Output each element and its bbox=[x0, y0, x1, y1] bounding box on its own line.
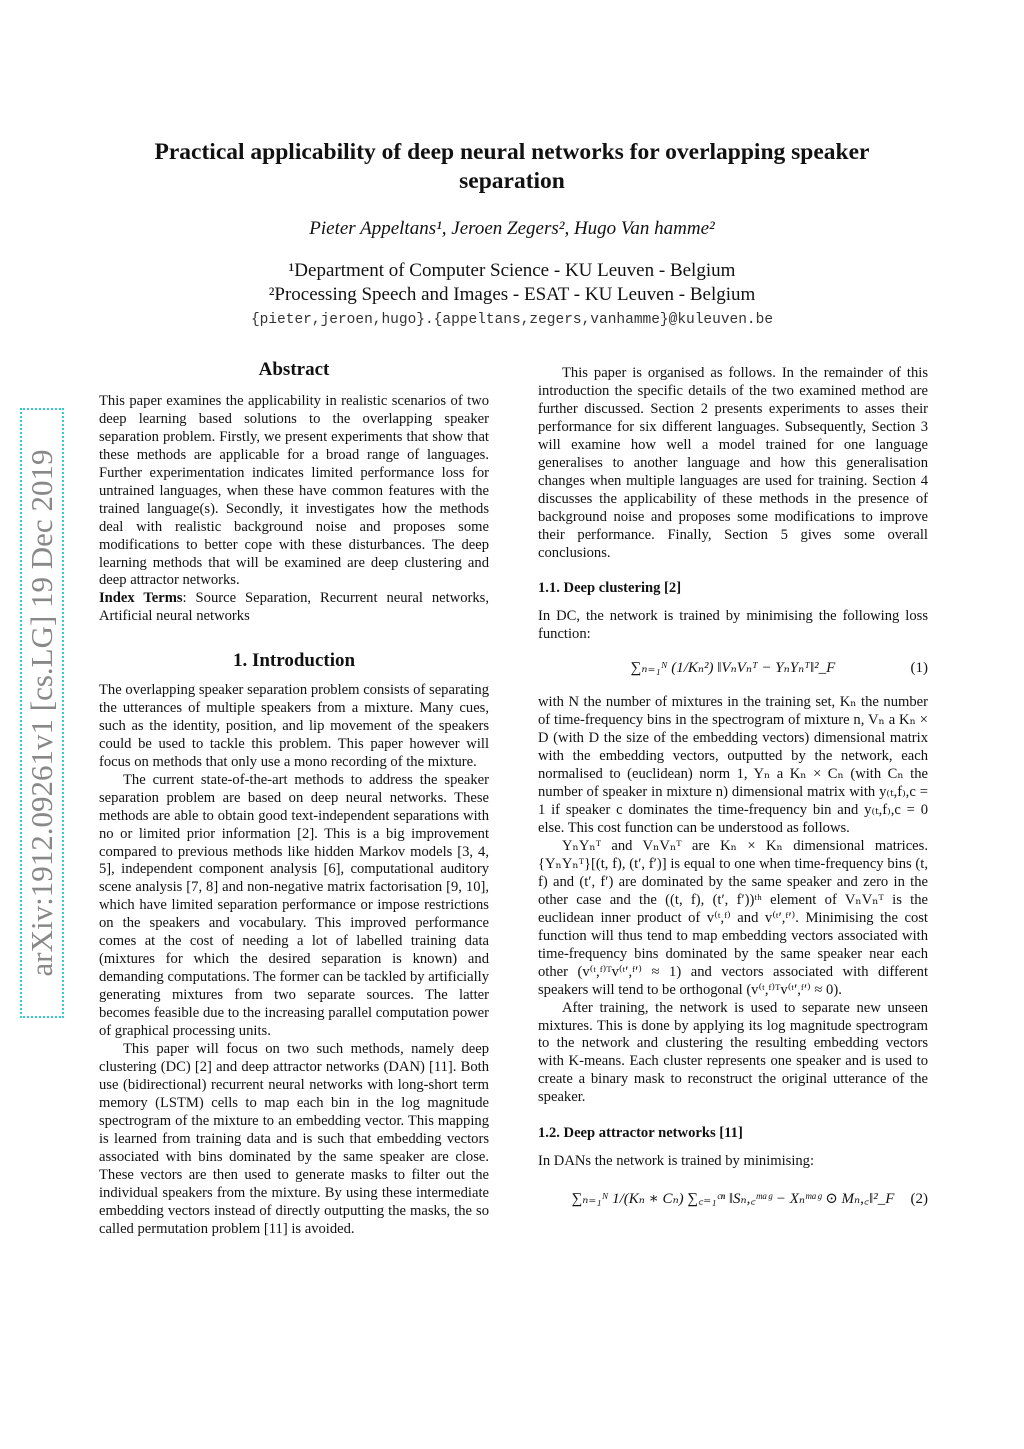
equation-2-number: (2) bbox=[910, 1191, 928, 1208]
author-emails: {pieter,jeroen,hugo}.{appeltans,zegers,vanhamme}@kuleuven.be bbox=[250, 312, 774, 328]
introduction-heading: 1. Introduction bbox=[232, 650, 356, 671]
dc-paragraph: with N the number of mixtures in the training set, Kₙ the number of time-frequency bins in the spectrogram of mixture n, Vₙ a Kₙ × D (with D the size of the embedding vectors) dimensional matrix with the embedding vectors, outputted by the network, each normalised to (euclidean) norm 1, Yₙ a Kₙ × Cₙ (with Cₙ the number of speaker in mixture n) dimensional matrix with y₍ₜ,f₎,c = 1 if speaker c dominates the time-frequency bin and y₍ₜ,f₎,c = 0 else. This cost function can be understood as follows. bbox=[538, 694, 928, 837]
index-terms bbox=[99, 590, 489, 626]
intro-paragraph: The overlapping speaker separation problem consists of separating the utterances of multiple speakers from a mixture. Many cues, such as the identity, position, and lip movement of the speakers could be used to tackle this problem. This paper however will focus on methods that only use a mono recording of the mixture. bbox=[99, 681, 489, 770]
authors: Pieter Appeltans¹, Jeroen Zegers², Hugo Van hamme² bbox=[309, 218, 715, 239]
abstract-heading: Abstract bbox=[258, 359, 330, 380]
dan-intro: In DANs the network is trained by minimising: bbox=[538, 1153, 815, 1170]
dc-paragraph: After training, the network is used to separate new unseen mixtures. This is done by applying its log magnitude spectrogram to the network and clustering the resulting embedding vectors with K-means. Each cluster represents one speaker and is used to create a binary mask to reconstruct the original utterance of the speaker. bbox=[538, 999, 928, 1106]
deep-attractor-heading: 1.2. Deep attractor networks [11] bbox=[538, 1125, 743, 1142]
arxiv-identifier-sidebar[interactable] bbox=[20, 408, 64, 1018]
equation-1-number: (1) bbox=[910, 660, 928, 677]
index-terms-label: Index Terms bbox=[99, 590, 183, 607]
affiliation-1: ¹Department of Computer Science - KU Leuven - Belgium bbox=[288, 260, 736, 281]
organisation-paragraph: This paper is organised as follows. In the remainder of this introduction the specific details of the two examined method are further discussed. Section 2 presents experiments to asses their performance for six different languages. Subsequently, Section 3 will examine how well a model trained for one language generalises to another language and how this generalisation changes when multiple languages are used for training. Section 4 discusses the applicability of these methods in the presence of background noise and proposes some modifications to improve their performance. Finally, Section 5 gives some overall conclusions. bbox=[538, 365, 928, 561]
affiliation-2: ²Processing Speech and Images - ESAT - KU Leuven - Belgium bbox=[268, 284, 756, 305]
equation-1-body: ∑ₙ₌₁ᴺ (1/Kₙ²) ‖VₙVₙᵀ − YₙYₙᵀ‖²_F bbox=[630, 660, 836, 677]
intro-paragraph: This paper will focus on two such methods, namely deep clustering (DC) [2] and deep attractor networks (DAN) [11]. Both use (bidirectional) recurrent neural networks with long-short term memory (LSTM) cells to map each bin in the log magnitude spectrogram of the mixture to an embedding vector. This mapping is learned from training data and is such that embedding vectors associated with bins dominated by the same speaker are close. These vectors are then used to generate masks to filter out the individual speakers from the mixture. By using these intermediate embedding vectors instead of directly outputting the masks, the so called permutation problem [11] is avoided. bbox=[99, 1041, 489, 1237]
deep-clustering-heading: 1.1. Deep clustering [2] bbox=[538, 580, 682, 597]
introduction-section bbox=[99, 652, 489, 1239]
dc-paragraph: YₙYₙᵀ and VₙVₙᵀ are Kₙ × Kₙ dimensional matrices. {YₙYₙᵀ}[(t, f), (t′, f′)] is equal to one when time-frequency bins (t, f) and (t′, f′) are dominated by the same speaker and zero in the other case and the ((t, f), (t′, f′))ᵗʰ element of VₙVₙᵀ is the euclidean inner product of v⁽ᵗ,ᶠ⁾ and v⁽ᵗ′,ᶠ′⁾. Minimising the cost function will thus tend to map embedding vectors associated with time-frequency bins dominated by the same speaker near each other (v⁽ᵗ,ᶠ⁾ᵀv⁽ᵗ′,ᶠ′⁾ ≈ 1) and vectors associated with different speakers will tend to be orthogonal (v⁽ᵗ,ᶠ⁾ᵀv⁽ᵗ′,ᶠ′⁾ ≈ 0). bbox=[538, 837, 928, 998]
index-terms-text: : Source Separation, Recurrent neural networks, Artificial neural networks bbox=[99, 590, 489, 625]
right-column bbox=[538, 365, 928, 1229]
paper-title: Practical applicability of deep neural networks for overlapping speaker separation bbox=[154, 139, 870, 194]
arxiv-id: arXiv:1912.09261v1 [cs.LG] 19 Dec 2019 bbox=[24, 449, 59, 977]
abstract-section bbox=[99, 361, 489, 626]
abstract-text: This paper examines the applicability in realistic scenarios of two deep learning based solutions to the overlapping speaker separation problem. Firstly, we present experiments that show that these methods are applicable for a broad range of languages. Further experimentation indicates limited performance loss for untrained languages, when these have common features with the trained language(s). Secondly, it investigates how the methods deal with realistic background noise and proposes some modifications to better cope with these disturbances. The deep learning methods that will be examined are deep clustering and deep attractor networks. bbox=[99, 392, 489, 589]
intro-paragraph: The current state-of-the-art methods to address the speaker separation problem are based on deep neural networks. These methods are able to obtain good text-independent separations with no or limited prior information [2]. This is a big improvement compared to previous methods like hidden Markov models [3, 4, 5], independent component analysis [6], computational auditory scene analysis [7, 8] and non-negative matrix factorisation [9, 10], which have limited separation performance or impose restrictions on the speakers and vocabulary. This improved performance comes at the cost of needing a lot of labelled training data (mixtures for which the desired separation is known) and demanding computations. The former can be tackled by artificially generating mixtures from two separate sources. The latter becomes feasible due to the increasing parallel computation power of graphical processing units. bbox=[99, 771, 489, 1040]
dc-intro: In DC, the network is trained by minimising the following loss function: bbox=[538, 608, 928, 643]
equation-1 bbox=[538, 644, 928, 694]
equation-2 bbox=[538, 1171, 928, 1229]
equation-2-body: ∑ₙ₌₁ᴺ 1/(Kₙ ∗ Cₙ) ∑꜀₌₁ᶜⁿ ‖Sₙ,꜀ᵐᵃᵍ − Xₙᵐᵃᵍ ⊙ Mₙ,꜀‖²_F bbox=[571, 1191, 895, 1208]
